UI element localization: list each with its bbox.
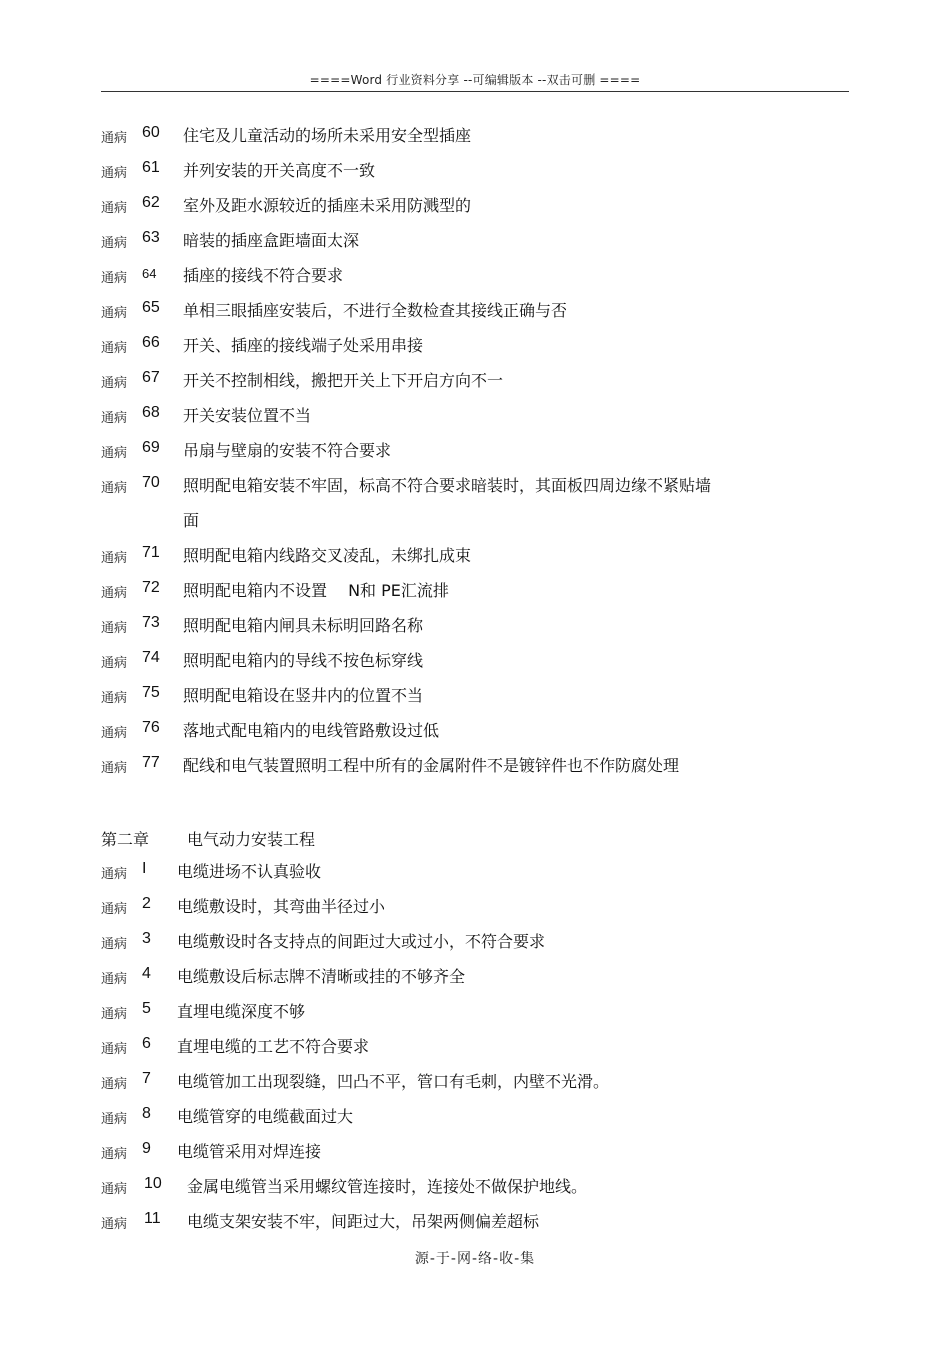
item-label: 通病 (101, 726, 128, 741)
item-number: 72 (142, 579, 160, 596)
item-text: 住宅及儿童活动的场所未采用安全型插座 (183, 126, 472, 145)
item-label: 通病 (101, 586, 128, 601)
item-text: 直埋电缆深度不够 (177, 1002, 306, 1021)
item-number: 5 (142, 1000, 151, 1017)
item-label: 通病 (101, 551, 128, 566)
item-label: 通病 (101, 166, 128, 181)
item-text: 落地式配电箱内的电线管路敷设过低 (183, 721, 440, 740)
item-number: 62 (142, 194, 160, 211)
item-number: 2 (142, 895, 151, 912)
item-text: 电缆管加工出现裂缝，凹凸不平，管口有毛刺，内壁不光滑。 (177, 1072, 610, 1091)
item-text: 电缆敷设时各支持点的间距过大或过小，不符合要求 (177, 932, 546, 951)
item-text: 吊扇与壁扇的安装不符合要求 (183, 441, 392, 460)
item-text: 照明配电箱内不设置 N和 PE汇流排 (183, 581, 449, 600)
item-text: 电缆敷设后标志牌不清晰或挂的不够齐全 (177, 967, 466, 986)
item-label: 通病 (101, 1112, 128, 1127)
chapter-title: 电气动力安装工程 (187, 830, 316, 849)
item-number: 71 (142, 544, 160, 561)
item-label: 通病 (101, 201, 128, 216)
item-number: 8 (142, 1105, 151, 1122)
item-text-continuation: 面 (183, 511, 200, 530)
item-number: 68 (142, 404, 160, 421)
item-label: 通病 (101, 691, 128, 706)
item-text: 电缆敷设时，其弯曲半径过小 (177, 897, 386, 916)
item-number: 4 (142, 965, 151, 982)
item-label: 通病 (101, 376, 128, 391)
item-label: 通病 (101, 1077, 128, 1092)
item-label: 通病 (101, 481, 128, 496)
item-number: 60 (142, 124, 160, 141)
item-text: 照明配电箱内线路交叉凌乱，未绑扎成束 (183, 546, 472, 565)
item-number: 63 (142, 229, 160, 246)
item-text: 单相三眼插座安装后，不进行全数检查其接线正确与否 (183, 301, 568, 320)
item-text: 室外及距水源较近的插座未采用防溅型的 (183, 196, 472, 215)
item-label: 通病 (101, 1182, 128, 1197)
item-label: 通病 (101, 1217, 128, 1232)
item-label: 通病 (101, 902, 128, 917)
item-number: 69 (142, 439, 160, 456)
item-number: 77 (142, 754, 160, 771)
item-label: 通病 (101, 446, 128, 461)
item-label: 通病 (101, 972, 128, 987)
item-text: 暗装的插座盒距墙面太深 (183, 231, 360, 250)
item-label: 通病 (101, 236, 128, 251)
item-label: 通病 (101, 341, 128, 356)
item-text: 直埋电缆的工艺不符合要求 (177, 1037, 370, 1056)
item-text: 照明配电箱内闸具未标明回路名称 (183, 616, 424, 635)
item-label: 通病 (101, 1147, 128, 1162)
item-label: 通病 (101, 1042, 128, 1057)
item-number: 61 (142, 159, 160, 176)
item-number: 67 (142, 369, 160, 386)
item-text: 电缆进场不认真验收 (177, 862, 322, 881)
item-number: 74 (142, 649, 160, 666)
item-number: 76 (142, 719, 160, 736)
item-number: 6 (142, 1035, 151, 1052)
item-number: 64 (142, 266, 157, 281)
item-text: 开关不控制相线，搬把开关上下开启方向不一 (183, 371, 504, 390)
item-text: 电缆管采用对焊连接 (177, 1142, 322, 1161)
item-number: 66 (142, 334, 160, 351)
chapter-heading (101, 827, 316, 850)
page-header: ====Word 行业资料分享 --可编辑版本 --双击可删 ==== (309, 73, 641, 87)
item-text: 开关、插座的接线端子处采用串接 (183, 336, 424, 355)
item-label: 通病 (101, 621, 128, 636)
header-rule (101, 91, 849, 92)
item-label: 通病 (101, 271, 128, 286)
item-number: 70 (142, 474, 160, 491)
item-number: 10 (144, 1175, 162, 1192)
item-label: 通病 (101, 411, 128, 426)
item-number: 7 (142, 1070, 151, 1087)
item-text: 照明配电箱设在竖井内的位置不当 (183, 686, 424, 705)
item-text: 配线和电气装置照明工程中所有的金属附件不是镀锌件也不作防腐处理 (183, 756, 680, 775)
item-text: 金属电缆管当采用螺纹管连接时，连接处不做保护地线。 (187, 1177, 588, 1196)
item-text: 电缆支架安装不牢，间距过大，吊架两侧偏差超标 (187, 1212, 540, 1231)
item-label: 通病 (101, 937, 128, 952)
item-label: 通病 (101, 867, 128, 882)
chapter-label: 第二章 (101, 830, 150, 849)
item-number: 11 (144, 1210, 161, 1227)
item-number: 73 (142, 614, 160, 631)
item-number: 9 (142, 1140, 151, 1157)
item-number: 75 (142, 684, 160, 701)
page-footer: 源-于-网-络-收-集 (414, 1251, 536, 1267)
item-number: I (142, 860, 147, 877)
item-text: 照明配电箱内的导线不按色标穿线 (183, 651, 424, 670)
item-label: 通病 (101, 131, 128, 146)
item-label: 通病 (101, 761, 128, 776)
item-label: 通病 (101, 306, 128, 321)
item-number: 3 (142, 930, 151, 947)
item-text: 插座的接线不符合要求 (183, 266, 344, 285)
item-label: 通病 (101, 656, 128, 671)
item-number: 65 (142, 299, 160, 316)
item-text: 开关安装位置不当 (183, 406, 312, 425)
item-label: 通病 (101, 1007, 128, 1022)
item-text: 电缆管穿的电缆截面过大 (177, 1107, 354, 1126)
item-text: 照明配电箱安装不牢固，标高不符合要求暗装时，其面板四周边缘不紧贴墙 (183, 476, 712, 495)
item-text: 并列安装的开关高度不一致 (183, 161, 376, 180)
